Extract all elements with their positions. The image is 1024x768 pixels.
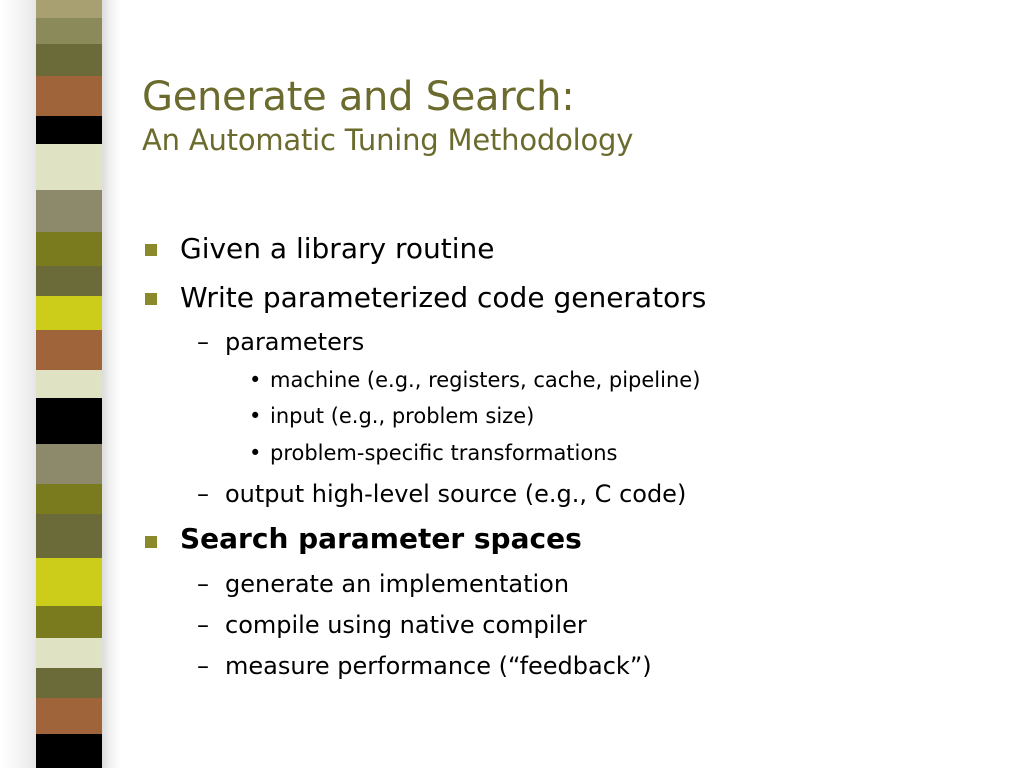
subbullet-measure-performance: measure performance (“feedback”) bbox=[225, 652, 652, 680]
bullet-given-library-routine: Given a library routine bbox=[180, 232, 495, 265]
dash-bullet-icon: – bbox=[197, 611, 209, 639]
subbullet-generate-implementation: generate an implementation bbox=[225, 570, 570, 598]
square-bullet-icon bbox=[145, 244, 157, 256]
title-main: Generate and Search: bbox=[142, 74, 575, 120]
bullet-search-parameter-spaces: Search parameter spaces bbox=[180, 522, 582, 555]
bullet-write-code-generators: Write parameterized code generators bbox=[180, 281, 707, 314]
dash-bullet-icon: – bbox=[197, 328, 209, 356]
dot-bullet-icon: • bbox=[249, 368, 262, 392]
subsubbullet-machine: machine (e.g., registers, cache, pipeline) bbox=[270, 368, 701, 392]
square-bullet-icon bbox=[145, 536, 157, 548]
dot-bullet-icon: • bbox=[249, 404, 262, 428]
subbullet-parameters: parameters bbox=[225, 328, 365, 356]
dash-bullet-icon: – bbox=[197, 652, 209, 680]
subbullet-output-source: output high-level source (e.g., C code) bbox=[225, 480, 687, 508]
subbullet-compile-native: compile using native compiler bbox=[225, 611, 587, 639]
subsubbullet-input: input (e.g., problem size) bbox=[270, 404, 535, 428]
square-bullet-icon bbox=[145, 293, 157, 305]
dot-bullet-icon: • bbox=[249, 441, 262, 465]
dash-bullet-icon: – bbox=[197, 570, 209, 598]
dash-bullet-icon: – bbox=[197, 480, 209, 508]
subsubbullet-problem-specific: problem-specific transformations bbox=[270, 441, 618, 465]
title-subtitle: An Automatic Tuning Methodology bbox=[142, 123, 634, 157]
